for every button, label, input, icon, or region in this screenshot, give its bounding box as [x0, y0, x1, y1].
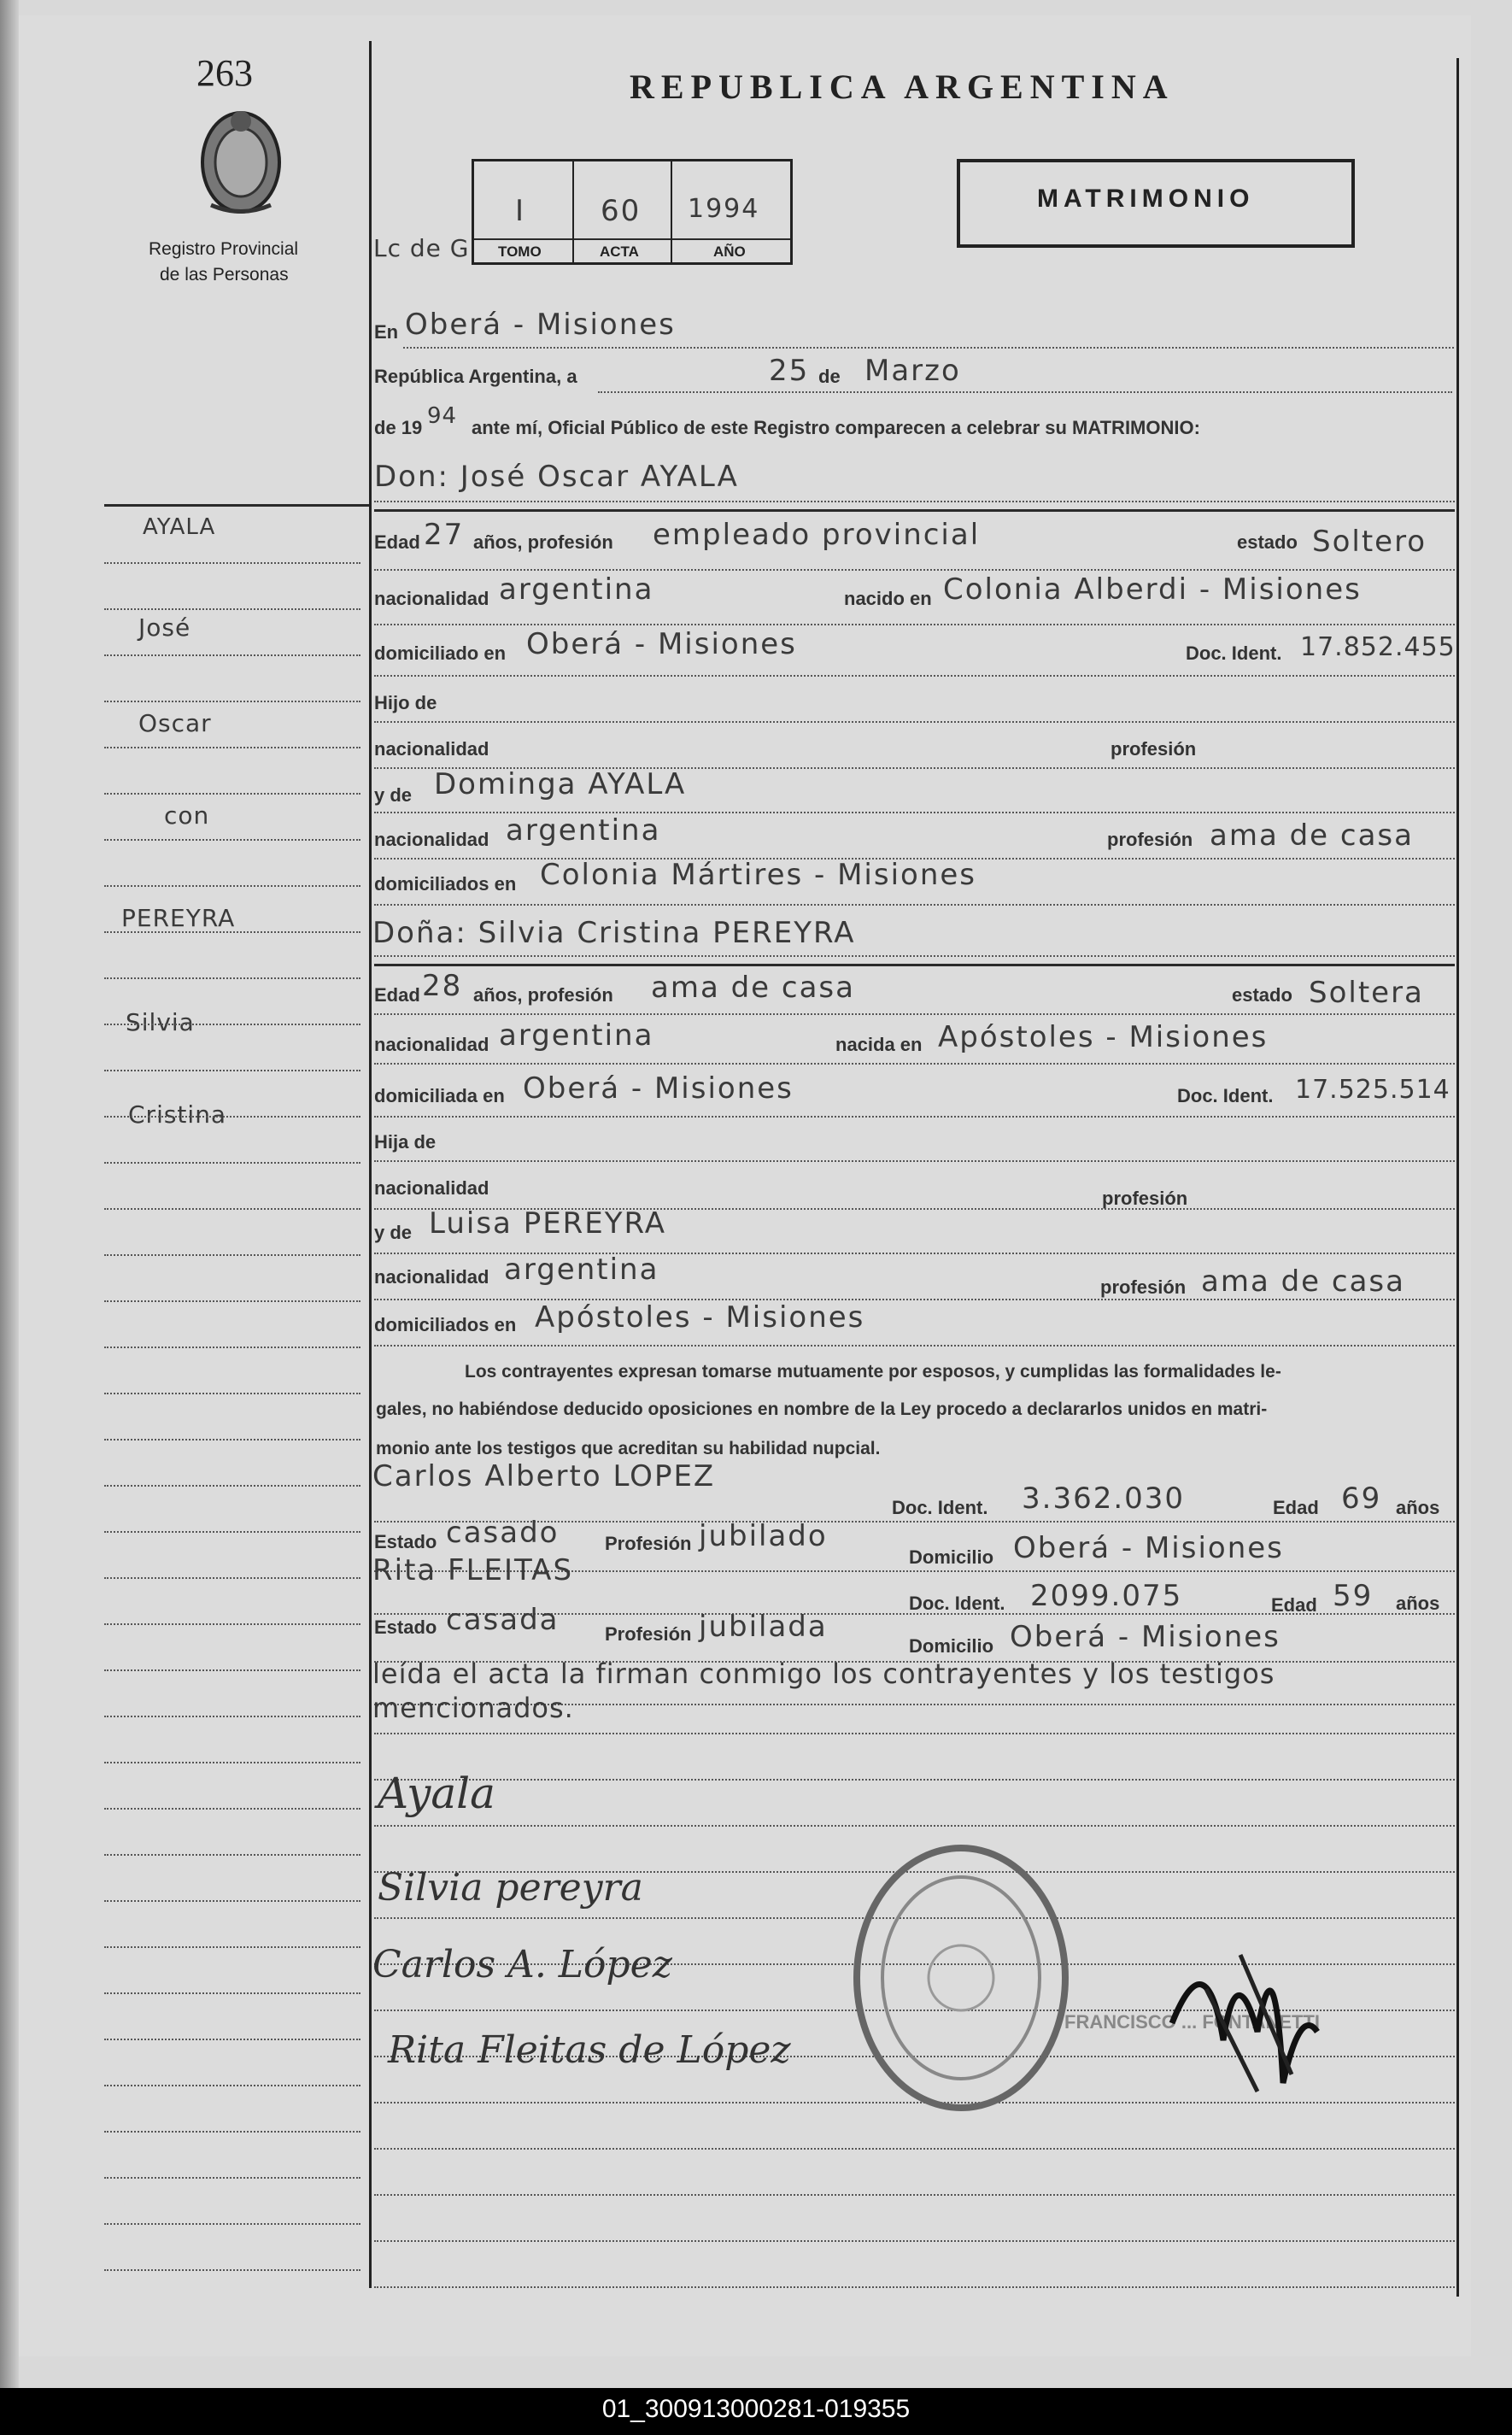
rule — [374, 904, 1455, 906]
margin-name: con — [164, 801, 210, 830]
image-footer — [0, 2388, 1512, 2435]
margin-rule — [104, 1808, 360, 1810]
margin-rule — [104, 1854, 360, 1856]
record-type: MATRIMONIO — [1037, 185, 1255, 213]
signature-groom: Ayala — [378, 1769, 495, 1818]
groom-doms-label: domiciliados en — [374, 873, 517, 895]
margin-rule — [104, 977, 360, 979]
witness-1-anios-label: años — [1396, 1497, 1440, 1518]
groom-domicilio: Oberá - Misiones — [526, 627, 797, 661]
rule — [374, 955, 1455, 957]
rule — [374, 501, 1455, 502]
side-code: Lc de G — [373, 234, 470, 262]
signature-bride: Silvia pereyra — [378, 1866, 643, 1910]
groom-madre-prof: ama de casa — [1210, 819, 1414, 853]
page-number: 263 — [196, 52, 253, 94]
margin-name: PEREYRA — [121, 904, 236, 932]
margin-rule — [104, 1347, 360, 1348]
rule — [374, 1116, 1455, 1118]
groom-yde-label: y de — [374, 784, 413, 806]
record-box-cell-divider — [671, 161, 672, 262]
country-title: REPUBLICA ARGENTINA — [630, 67, 1175, 106]
bride-nacida-label: nacida en — [835, 1034, 923, 1055]
margin-rule — [104, 1116, 360, 1118]
groom-profesion: empleado provincial — [653, 518, 981, 552]
groom-doc: 17.852.455 — [1300, 632, 1456, 662]
rule — [374, 1013, 1455, 1015]
margin-rule — [104, 747, 360, 748]
margin-rule — [104, 1485, 360, 1487]
acta-label: ACTA — [600, 244, 639, 260]
margin-rule — [104, 839, 360, 841]
bride-madre-prof: ama de casa — [1201, 1264, 1405, 1299]
de19-label: de 19 — [374, 417, 423, 438]
groom-prof2-label: profesión — [1111, 738, 1197, 760]
margin-rule — [104, 1623, 360, 1625]
groom-doc-label: Doc. Ident. — [1186, 642, 1282, 664]
rule — [374, 1160, 1455, 1162]
rule — [374, 721, 1455, 723]
groom-nac3-label: nacionalidad — [374, 829, 489, 850]
witness-1-profesion: jubilado — [699, 1519, 828, 1553]
margin-rule — [104, 2131, 360, 2133]
bride-anios-prof-label: años, profesión — [473, 984, 613, 1006]
witness-1-edad-label: Edad — [1273, 1497, 1319, 1518]
closing-line-1: leída el acta la firman conmigo los contrayentes y los testigos — [372, 1658, 1275, 1690]
declaration-line-1: Los contrayentes expresan tomarse mutuamente por esposos, y cumplidas las formalidades le- — [465, 1362, 1281, 1382]
groom-madre: Dominga AYALA — [434, 767, 687, 801]
anio-value: 1994 — [688, 194, 760, 224]
registry-label-2: de las Personas — [160, 265, 289, 285]
bride-hija-label: Hija de — [374, 1131, 437, 1153]
bride-dom-label: domiciliada en — [374, 1085, 505, 1106]
record-box-divider — [474, 238, 790, 240]
witness-2-edad-label: Edad — [1271, 1594, 1317, 1616]
groom-nac-label: nacionalidad — [374, 588, 489, 609]
groom-dom-label: domiciliado en — [374, 642, 507, 664]
witness-1-estado-label: Estado — [374, 1531, 437, 1552]
witness-2-doc: 2099.075 — [1030, 1579, 1183, 1613]
tomo-label: TOMO — [498, 244, 542, 260]
right-border — [1456, 58, 1459, 2297]
witness-1-estado: casado — [446, 1516, 560, 1550]
witness-1-doc-label: Doc. Ident. — [892, 1497, 988, 1518]
witness-2-edad: 59 — [1333, 1579, 1374, 1613]
bride-nac-label: nacionalidad — [374, 1034, 489, 1055]
groom-nacionalidad: argentina — [499, 572, 654, 607]
bride-nacionalidad: argentina — [499, 1018, 654, 1053]
bride-profesion: ama de casa — [651, 971, 855, 1005]
margin-name: José — [138, 613, 191, 642]
margin-rule — [104, 1762, 360, 1763]
de-label: de — [818, 366, 841, 387]
declaration-line-3: monio ante los testigos que acreditan su habilidad nupcial. — [376, 1439, 881, 1458]
record-box — [472, 159, 793, 265]
bride-madre: Luisa PEREYRA — [429, 1206, 667, 1241]
rule — [374, 569, 1455, 571]
rule — [598, 391, 1452, 393]
signature-witness-1: Carlos A. López — [372, 1943, 672, 1986]
margin-rule — [104, 608, 360, 610]
bride-doc-label: Doc. Ident. — [1177, 1085, 1274, 1106]
bride-yde-label: y de — [374, 1222, 413, 1243]
groom-estado: Soltero — [1312, 525, 1427, 559]
acta-value: 60 — [601, 194, 642, 228]
declaration-line-2: gales, no habiéndose deducido oposiciones en nombre de la Ley procedo a declararlos unidos en matri- — [376, 1399, 1268, 1419]
witness-1-domicilio: Oberá - Misiones — [1013, 1531, 1284, 1565]
groom-edad: 27 — [424, 518, 465, 552]
bride-estado: Soltera — [1309, 976, 1424, 1010]
argentina-emblem-icon — [194, 103, 288, 222]
groom-name: Don: José Oscar AYALA — [374, 460, 739, 494]
rule — [374, 624, 1455, 625]
rule — [374, 675, 1455, 677]
record-box-cell-divider — [572, 161, 574, 262]
bride-edad-label: Edad — [374, 984, 420, 1006]
day-value: 25 — [769, 354, 810, 388]
rule — [374, 1063, 1455, 1065]
bride-madre-nac: argentina — [504, 1253, 659, 1287]
section-rule — [374, 964, 1455, 966]
signature-rule — [374, 2194, 1455, 2196]
rule — [374, 1733, 1455, 1734]
groom-prof3-label: profesión — [1107, 829, 1193, 850]
margin-rule — [104, 2039, 360, 2040]
groom-nacido-en: Colonia Alberdi - Misiones — [943, 572, 1362, 607]
witness-1-doc: 3.362.030 — [1022, 1482, 1186, 1516]
margin-rule — [104, 1162, 360, 1164]
bride-name: Doña: Silvia Cristina PEREYRA — [372, 916, 856, 950]
margin-name: Oscar — [138, 709, 212, 737]
month-value: Marzo — [864, 354, 961, 388]
margin-rule — [104, 1577, 360, 1579]
section-rule — [374, 509, 1455, 512]
margin-rule — [104, 931, 360, 933]
margin-divider — [369, 41, 372, 2288]
groom-edad-label: Edad — [374, 531, 420, 553]
bride-domicilio: Oberá - Misiones — [523, 1071, 794, 1106]
margin-rule — [104, 2177, 360, 2179]
groom-madre-nac: argentina — [506, 813, 661, 848]
witness-2-name: Rita FLEITAS — [372, 1553, 574, 1587]
margin-rule — [104, 2223, 360, 2225]
margin-rule — [104, 1070, 360, 1071]
signature-witness-2: Rita Fleitas de López — [388, 2028, 791, 2072]
official-seal-icon — [846, 1837, 1076, 2119]
margin-rule — [104, 1254, 360, 1256]
margin-rule — [104, 701, 360, 702]
witness-2-domicilio: Oberá - Misiones — [1010, 1620, 1281, 1654]
bride-domicilios: Apóstoles - Misiones — [535, 1300, 865, 1335]
official-stamp-text: FRANCISCO ... FONTANETTI — [1064, 2011, 1321, 2033]
margin-rule — [104, 1393, 360, 1394]
place-value: Oberá - Misiones — [405, 308, 676, 342]
margin-rule — [104, 1900, 360, 1902]
margin-name: Silvia — [126, 1008, 195, 1036]
margin-top-rule — [104, 504, 369, 507]
groom-nac2-label: nacionalidad — [374, 738, 489, 760]
margin-rule — [104, 1439, 360, 1440]
witness-2-estado: casada — [446, 1603, 560, 1637]
bride-nacida-en: Apóstoles - Misiones — [938, 1020, 1269, 1054]
signature-rule — [374, 2240, 1455, 2242]
groom-nacido-label: nacido en — [844, 588, 932, 609]
year-suffix: 94 — [427, 403, 458, 429]
en-label: En — [374, 321, 399, 343]
registry-label: Registro Provincial — [149, 239, 299, 259]
book-binding-edge — [0, 0, 19, 2388]
signature-rule — [374, 2286, 1455, 2288]
bride-prof2-label: profesión — [1102, 1188, 1188, 1209]
record-type-box — [957, 159, 1355, 248]
appear-text: ante mí, Oficial Público de este Registro comparecen a celebrar su MATRIMONIO: — [472, 417, 1200, 438]
bride-doms-label: domiciliados en — [374, 1314, 517, 1335]
margin-rule — [104, 1992, 360, 1994]
tomo-value: I — [515, 194, 526, 228]
bride-doc: 17.525.514 — [1295, 1075, 1450, 1105]
signature-rule — [374, 1825, 1455, 1827]
witness-2-profesion: jubilada — [699, 1610, 828, 1644]
margin-rule — [104, 1024, 360, 1025]
groom-domicilios: Colonia Mártires - Misiones — [540, 858, 977, 892]
bride-prof3-label: profesión — [1100, 1276, 1187, 1298]
margin-rule — [104, 654, 360, 656]
anio-label: AÑO — [713, 244, 746, 260]
groom-anios-prof-label: años, profesión — [473, 531, 613, 553]
bride-estado-label: estado — [1232, 984, 1292, 1006]
groom-hijo-label: Hijo de — [374, 692, 437, 713]
witness-2-prof-label: Profesión — [605, 1623, 692, 1645]
margin-rule — [104, 2269, 360, 2271]
closing-line-2: mencionados. — [372, 1692, 574, 1724]
witness-2-estado-label: Estado — [374, 1616, 437, 1638]
republica-label: República Argentina, a — [374, 366, 577, 387]
groom-estado-label: estado — [1237, 531, 1298, 553]
margin-rule — [104, 1669, 360, 1671]
bride-nac2-label: nacionalidad — [374, 1177, 489, 1199]
margin-rule — [104, 2085, 360, 2086]
margin-rule — [104, 1208, 360, 1210]
official-signature-icon — [1155, 1904, 1326, 2109]
witness-2-anios-label: años — [1396, 1593, 1440, 1614]
margin-rule — [104, 1716, 360, 1717]
margin-rule — [104, 885, 360, 887]
bride-nac3-label: nacionalidad — [374, 1266, 489, 1288]
bride-edad: 28 — [422, 969, 463, 1003]
witness-1-edad: 69 — [1341, 1482, 1382, 1516]
signature-rule — [374, 1779, 1455, 1781]
margin-rule — [104, 1531, 360, 1533]
witness-2-doc-label: Doc. Ident. — [909, 1593, 1005, 1614]
rule — [403, 347, 1454, 349]
witness-1-name: Carlos Alberto LOPEZ — [372, 1459, 716, 1493]
margin-rule — [104, 1300, 360, 1302]
page — [19, 15, 1471, 2356]
rule — [374, 1345, 1455, 1347]
witness-1-dom-label: Domicilio — [909, 1546, 994, 1568]
image-id-label: 01_300913000281-019355 — [601, 2395, 911, 2423]
margin-rule — [104, 562, 360, 564]
margin-name: AYALA — [143, 514, 216, 540]
witness-1-prof-label: Profesión — [605, 1533, 692, 1554]
margin-rule — [104, 793, 360, 795]
witness-2-dom-label: Domicilio — [909, 1635, 994, 1657]
margin-name: Cristina — [128, 1100, 227, 1129]
signature-rule — [374, 2148, 1455, 2150]
margin-rule — [104, 1946, 360, 1948]
